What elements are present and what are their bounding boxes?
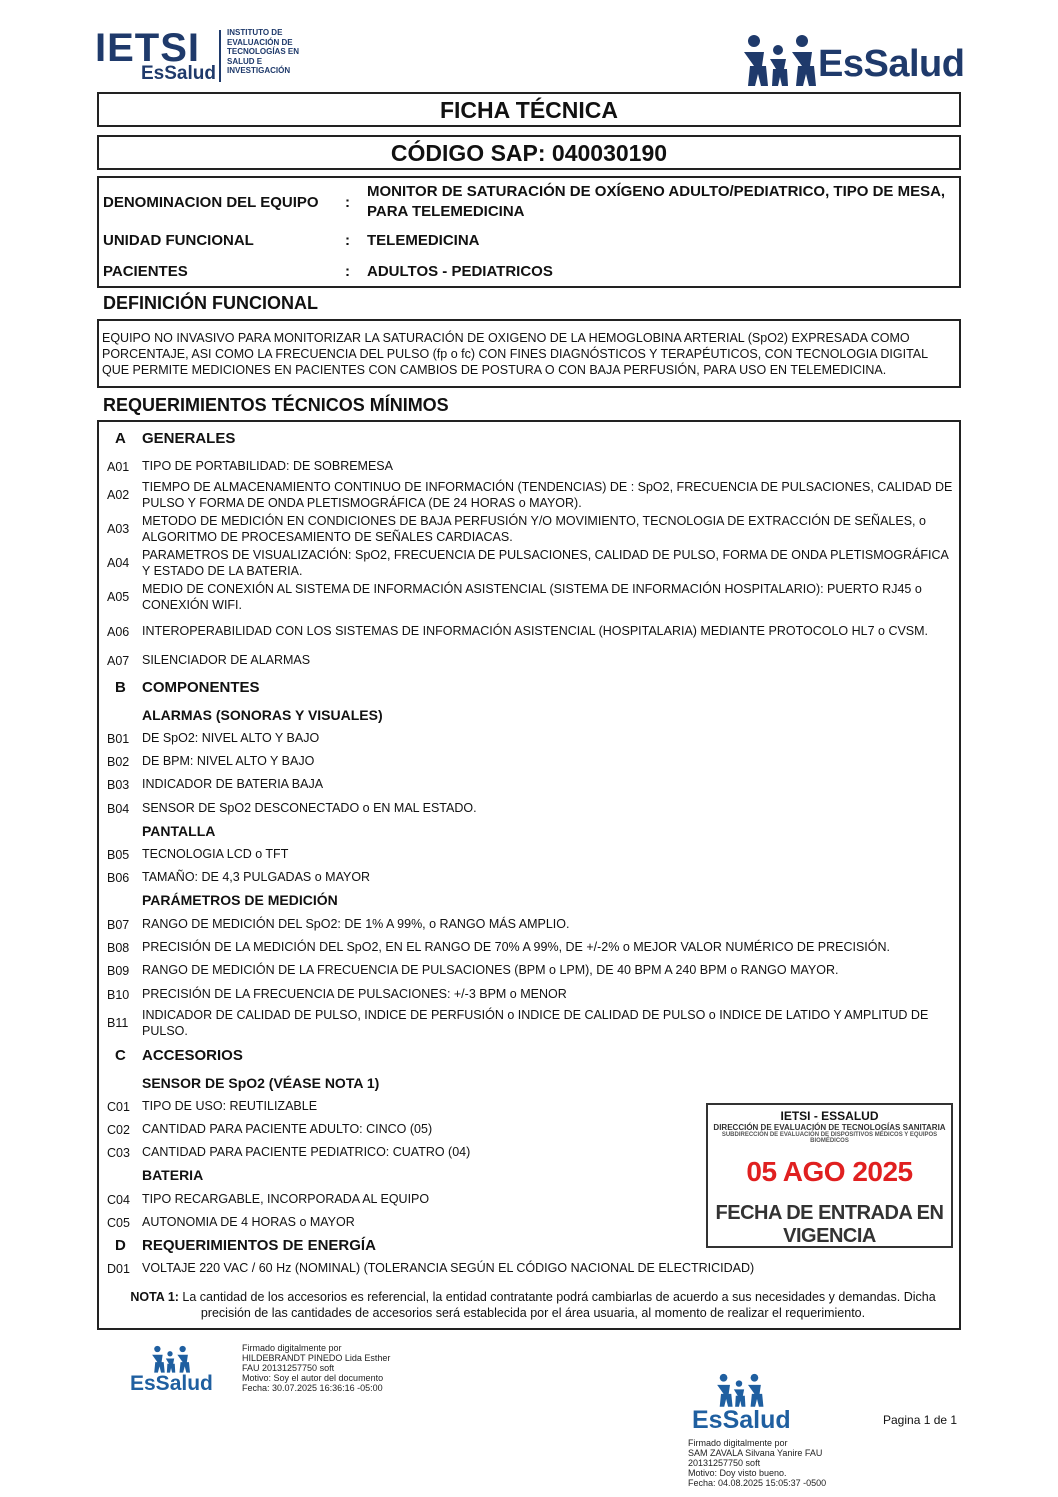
item-code: C01 [107, 1100, 130, 1114]
group-letter: B [115, 679, 126, 696]
item-code: B03 [107, 778, 130, 792]
item-code: A05 [107, 590, 130, 604]
item-text: TIEMPO DE ALMACENAMIENTO CONTINUO DE INFORMACIÓN (TENDENCIAS) DE : SpO2, FRECUENCIA DE PULSACIONES, CALIDAD DE PULSO Y FORMA DE ONDA PLETISMOGRÁFICA (DE 24 HORAS o MAYOR). [142, 480, 953, 510]
item-code: C05 [107, 1216, 130, 1230]
ietsi-logo [95, 28, 310, 84]
info-label: DENOMINACION DEL EQUIPO [103, 194, 319, 211]
item-code: B09 [107, 964, 130, 978]
validity-stamp [706, 1103, 953, 1248]
item-code: C04 [107, 1193, 130, 1207]
note-text: La cantidad de los accesorios es referencial, la entidad contratante podrá cambiarlas de acuerdo a sus necesidades y demandas. Dicha precisión de las cantidades de accesorios será establecida por el área usuaria, al momento de realizar el requerimiento. [178, 1290, 936, 1320]
item-text: VOLTAJE 220 VAC / 60 Hz (NOMINAL) (TOLERANCIA SEGÚN EL CÓDIGO NACIONAL DE ELECTRICIDAD) [142, 1261, 755, 1275]
item-code: B07 [107, 918, 130, 932]
item-code: A04 [107, 556, 130, 570]
item-text: METODO DE MEDICIÓN EN CONDICIONES DE BAJA PERFUSIÓN Y/O MOVIMIENTO, TECNOLOGIA DE EXTRACCIÓN DE SEÑALES, o ALGORITMO DE PROCESAMIENTO DE SEÑALES CARDIACAS. [142, 514, 926, 544]
item-text: MEDIO DE CONEXIÓN AL SISTEMA DE INFORMACIÓN ASISTENCIAL (SISTEMA DE INFORMACIÓN HOSPITALARIO): PUERTO RJ45 o CONEXIÓN WIFI. [142, 582, 922, 612]
item-text: INDICADOR DE CALIDAD DE PULSO, INDICE DE PERFUSIÓN o INDICE DE CALIDAD DE PULSO o INDICE DE LATIDO Y AMPLITUD DE PULSO. [142, 1008, 929, 1038]
subgroup-title: ALARMAS (SONORAS Y VISUALES) [142, 707, 383, 723]
stamp-org: IETSI - ESSALUD [780, 1109, 879, 1123]
essalud-family-icon [714, 1372, 764, 1408]
essalud-logo-text: EsSalud [818, 43, 965, 85]
note-label: NOTA 1: [130, 1290, 179, 1304]
item-code: C03 [107, 1146, 130, 1160]
item-text: AUTONOMIA DE 4 HORAS o MAYOR [142, 1215, 355, 1229]
info-label: PACIENTES [103, 263, 188, 280]
signature-left-logo-text: EsSalud [130, 1372, 213, 1395]
logo-divider [219, 30, 221, 82]
ietsi-logo-text: IETSI [95, 26, 201, 70]
stamp-date: 05 AGO 2025 [746, 1156, 913, 1187]
signature-left-logo [128, 1344, 218, 1400]
item-code: B08 [107, 941, 130, 955]
ietsi-logo-caption: INSTITUTO DE EVALUACIÓN DE TECNOLOGÍAS EN SALUD E INVESTIGACIÓN [227, 28, 300, 75]
item-code: C02 [107, 1123, 130, 1137]
essalud-family-icon [740, 32, 816, 88]
item-text: INTEROPERABILIDAD CON LOS SISTEMAS DE INFORMACIÓN ASISTENCIAL (HOSPITALARIA) MEDIANTE PROTOCOLO HL7 o CVSM. [142, 624, 929, 638]
stamp-caption: FECHA DE ENTRADA EN VIGENCIA [715, 1202, 944, 1247]
item-text: TIPO DE USO: REUTILIZABLE [142, 1099, 318, 1113]
item-text: SENSOR DE SpO2 DESCONECTADO o EN MAL ESTADO. [142, 801, 477, 815]
note-1 [123, 1289, 943, 1321]
essalud-logo [740, 32, 965, 88]
info-value: TELEMEDICINA [367, 232, 480, 249]
section-heading-requerimientos: REQUERIMIENTOS TÉCNICOS MÍNIMOS [103, 395, 449, 415]
group-letter: D [115, 1237, 126, 1254]
definicion-text: EQUIPO NO INVASIVO PARA MONITORIZAR LA SATURACIÓN DE OXIGENO DE LA HEMOGLOBINA ARTERIAL (SpO2) EXPRESADA COMO PORCENTAJE, ASI COMO LA FRECUENCIA DEL PULSO (fp o fc) CON FINES DIAGNÓSTICOS Y TERAPÉUTICOS, CON TECNOLOGIA DIGITAL QUE PERMITE MEDICIONES EN PACIENTES CON CAMBIOS DE POSTURA O CON BAJA PERFUSIÓN, PARA USO EN TELEMEDICINA. [97, 319, 961, 388]
item-code: B01 [107, 732, 130, 746]
info-colon: : [345, 263, 350, 280]
group-letter: A [115, 430, 126, 447]
item-code: A01 [107, 460, 130, 474]
signature-right-text: Firmado digitalmente por SAM ZAVALA Silvana Yanire FAU 20131257750 soft Motivo: Doy visto bueno. Fecha: 04.08.2025 15:05:37 -0500 [688, 1438, 827, 1488]
item-text: TECNOLOGIA LCD o TFT [142, 847, 289, 861]
item-code: A06 [107, 625, 130, 639]
item-text: TAMAÑO: DE 4,3 PULGADAS o MAYOR [142, 870, 371, 884]
section-heading-definicion: DEFINICIÓN FUNCIONAL [103, 293, 318, 313]
item-text: SILENCIADOR DE ALARMAS [142, 653, 311, 667]
item-text: DE SpO2: NIVEL ALTO Y BAJO [142, 731, 320, 745]
group-letter: C [115, 1047, 126, 1064]
signature-right-logo-text: EsSalud [692, 1406, 791, 1434]
info-colon: : [345, 232, 350, 249]
subgroup-title: SENSOR DE SpO2 (VÉASE NOTA 1) [142, 1075, 380, 1091]
item-code: A02 [107, 488, 130, 502]
subgroup-title: BATERIA [142, 1167, 204, 1183]
group-title: REQUERIMIENTOS DE ENERGÍA [142, 1237, 376, 1254]
info-value: ADULTOS - PEDIATRICOS [367, 263, 553, 280]
essalud-family-icon [150, 1344, 190, 1374]
item-code: B10 [107, 988, 130, 1002]
item-text: INDICADOR DE BATERIA BAJA [142, 777, 324, 791]
stamp-line1: DIRECCIÓN DE EVALUACIÓN DE TECNOLOGÍAS SANITARIA [713, 1123, 946, 1132]
signature-left-text: Firmado digitalmente por HILDEBRANDT PINEDO Lida Esther FAU 20131257750 soft Motivo: Soy el autor del documento Fecha: 30.07.2025 16:36:16 -05:00 [242, 1343, 391, 1393]
item-code: B05 [107, 848, 130, 862]
group-title: COMPONENTES [142, 679, 260, 696]
item-text: RANGO DE MEDICIÓN DEL SpO2: DE 1% A 99%, o RANGO MÁS AMPLIO. [142, 917, 570, 931]
equipment-info [97, 176, 961, 288]
item-code: B04 [107, 802, 130, 816]
item-text: TIPO RECARGABLE, INCORPORADA AL EQUIPO [142, 1192, 430, 1206]
item-text: CANTIDAD PARA PACIENTE PEDIATRICO: CUATRO (04) [142, 1145, 471, 1159]
item-code: B06 [107, 871, 130, 885]
item-text: PARAMETROS DE VISUALIZACIÓN: SpO2, FRECUENCIA DE PULSACIONES, CALIDAD DE PULSO, FORMA DE ONDA PLETISMOGRÁFICA Y ESTADO DE LA BATERIA. [142, 548, 949, 578]
item-code: D01 [107, 1262, 130, 1276]
info-value: MONITOR DE SATURACIÓN DE OXÍGENO ADULTO/PEDIATRICO, TIPO DE MESA, PARA TELEMEDICINA [367, 183, 946, 220]
item-text: TIPO DE PORTABILIDAD: DE SOBREMESA [142, 459, 393, 473]
ietsi-logo-sub: EsSalud [141, 63, 216, 84]
item-code: B02 [107, 755, 130, 769]
page-number: Pagina 1 de 1 [883, 1413, 958, 1427]
signature-right-logo [690, 1372, 790, 1436]
item-code: A07 [107, 654, 130, 668]
item-code: A03 [107, 522, 130, 536]
item-text: PRECISIÓN DE LA MEDICIÓN DEL SpO2, EN EL RANGO DE 70% A 99%, DE +/-2% o MEJOR VALOR NUMÉRICO DE PRECISIÓN. [142, 940, 891, 954]
item-text: DE BPM: NIVEL ALTO Y BAJO [142, 754, 315, 768]
info-colon: : [345, 194, 350, 211]
group-title: ACCESORIOS [142, 1047, 243, 1064]
info-label: UNIDAD FUNCIONAL [103, 232, 254, 249]
subgroup-title: PARÁMETROS DE MEDICIÓN [142, 892, 338, 908]
item-text: PRECISIÓN DE LA FRECUENCIA DE PULSACIONES: +/-3 BPM o MENOR [142, 987, 567, 1001]
group-title: GENERALES [142, 430, 236, 447]
page-title: FICHA TÉCNICA [97, 92, 961, 127]
stamp-line2: SUBDIRECCIÓN DE EVALUACIÓN DE DISPOSITIVOS MÉDICOS Y EQUIPOS BIOMÉDICOS [721, 1132, 938, 1144]
sap-code: CÓDIGO SAP: 040030190 [97, 135, 961, 170]
item-text: CANTIDAD PARA PACIENTE ADULTO: CINCO (05) [142, 1122, 433, 1136]
item-text: RANGO DE MEDICIÓN DE LA FRECUENCIA DE PULSACIONES (BPM o LPM), DE 40 BPM A 240 BPM o RANGO MAYOR. [142, 963, 839, 977]
item-code: B11 [107, 1016, 129, 1030]
subgroup-title: PANTALLA [142, 823, 216, 839]
